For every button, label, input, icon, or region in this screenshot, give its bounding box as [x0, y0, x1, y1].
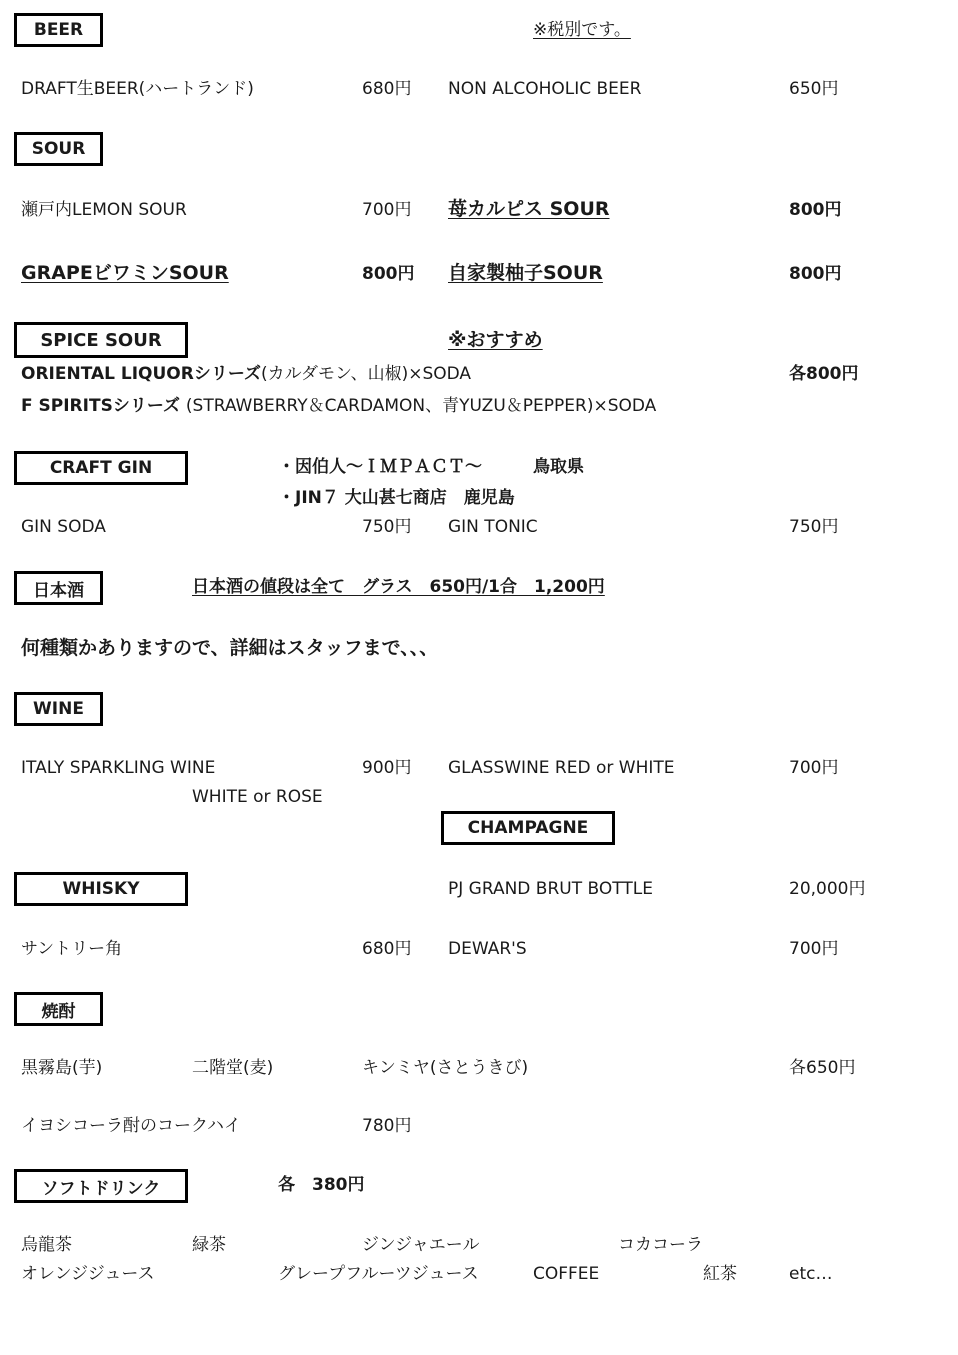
shochu-cola-price: 780円 — [362, 1116, 412, 1136]
section-title-wine: WINE — [14, 692, 103, 726]
spice-oriental-price: 各800円 — [789, 364, 859, 384]
shochu-group-price: 各650円 — [789, 1058, 856, 1078]
beer-nonalc-price: 650円 — [789, 79, 839, 99]
soft-drink-item: グレープフルーツジュース — [278, 1264, 479, 1284]
spice-oriental-series: ORIENTAL LIQUORシリーズ — [21, 364, 261, 384]
beer-draft-name: DRAFT生BEER(ハートランド) — [21, 79, 254, 99]
soft-drink-item: etc… — [789, 1264, 833, 1284]
champagne-pj-price: 20,000円 — [789, 879, 866, 899]
sake-price-note: 日本酒の値段は全て グラス 650円/1合 1,200円 — [192, 577, 605, 597]
spice-recommend-note: ※おすすめ — [448, 329, 543, 351]
gin-tonic-price: 750円 — [789, 517, 839, 537]
gin-brand-inpakujin: ・因伯人～ＩＭＰＡＣＴ～ — [278, 457, 482, 477]
spice-line-fspirits — [21, 398, 656, 415]
sake-detail-note: 何種類かありますので、詳細はスタッフまで、、、 — [21, 637, 439, 659]
whisky-dewars-name: DEWAR'S — [448, 939, 527, 959]
sour-lemon-price: 700円 — [362, 200, 412, 220]
shochu-item-kinmiya: キンミヤ(さとうきび) — [362, 1058, 529, 1078]
section-title-craft-gin: CRAFT GIN — [14, 451, 188, 485]
soft-drink-price: 各 380円 — [278, 1175, 365, 1195]
soft-drink-item: 緑茶 — [192, 1235, 226, 1255]
champagne-pj-name: PJ GRAND BRUT BOTTLE — [448, 879, 653, 899]
shochu-item-kurokirishima: 黒霧島(芋) — [21, 1058, 103, 1078]
soft-drink-item: 紅茶 — [703, 1264, 737, 1284]
gin-brand-inpakujin-origin: 鳥取県 — [533, 457, 584, 477]
gin-soda-name: GIN SODA — [21, 517, 106, 537]
gin-soda-price: 750円 — [362, 517, 412, 537]
whisky-suntory-price: 680円 — [362, 939, 412, 959]
section-title-spice-sour: SPICE SOUR — [14, 322, 188, 358]
sour-ichigo-name: 苺カルピス SOUR — [448, 198, 610, 220]
sour-yuzu-name: 自家製柚子SOUR — [448, 262, 603, 284]
sour-ichigo-price: 800円 — [789, 200, 842, 220]
section-title-sour: SOUR — [14, 132, 103, 166]
soft-drink-item: ジンジャエール — [362, 1235, 480, 1255]
section-title-whisky: WHISKY — [14, 872, 188, 906]
sour-yuzu-price: 800円 — [789, 264, 842, 284]
wine-sparkling-sub: WHITE or ROSE — [192, 787, 323, 807]
shochu-cola-name: イヨシコーラ酎のコークハイ — [21, 1116, 241, 1136]
section-title-beer: BEER — [14, 13, 103, 47]
spice-fspirits-series: F SPIRITSシリーズ — [21, 396, 186, 416]
gin-tonic-name: GIN TONIC — [448, 517, 538, 537]
tax-note: ※税別です。 — [533, 20, 631, 40]
wine-sparkling-price: 900円 — [362, 758, 412, 778]
wine-glass-name: GLASSWINE RED or WHITE — [448, 758, 675, 778]
wine-glass-price: 700円 — [789, 758, 839, 778]
soft-drink-item: 烏龍茶 — [21, 1235, 72, 1255]
wine-sparkling-name: ITALY SPARKLING WINE — [21, 758, 216, 778]
soft-drink-item: COFFEE — [533, 1264, 600, 1284]
beer-nonalc-name: NON ALCOHOLIC BEER — [448, 79, 642, 99]
sour-grape-name: GRAPEビワミンSOUR — [21, 262, 229, 284]
sour-lemon-name: 瀬戸内LEMON SOUR — [21, 200, 187, 220]
spice-fspirits-detail: (STRAWBERRY＆CARDAMON、青YUZU＆PEPPER)×SODA — [185, 396, 657, 416]
soft-drink-item: コカコーラ — [618, 1235, 703, 1255]
section-title-soft-drink: ソフトドリンク — [14, 1169, 188, 1203]
spice-line-oriental — [21, 366, 471, 383]
beer-draft-price: 680円 — [362, 79, 412, 99]
section-title-shochu: 焼酎 — [14, 992, 103, 1026]
sour-grape-price: 800円 — [362, 264, 415, 284]
gin-brand-jin7: ・JIN７ 大山甚七商店 鹿児島 — [278, 488, 515, 508]
whisky-dewars-price: 700円 — [789, 939, 839, 959]
soft-drink-item: オレンジジュース — [21, 1264, 155, 1284]
shochu-item-nikaido: 二階堂(麦) — [192, 1058, 274, 1078]
section-title-champagne: CHAMPAGNE — [441, 811, 615, 845]
spice-oriental-detail: (カルダモン、山椒)×SODA — [261, 364, 472, 384]
section-title-sake: 日本酒 — [14, 571, 103, 605]
whisky-suntory-name: サントリー角 — [21, 939, 123, 959]
